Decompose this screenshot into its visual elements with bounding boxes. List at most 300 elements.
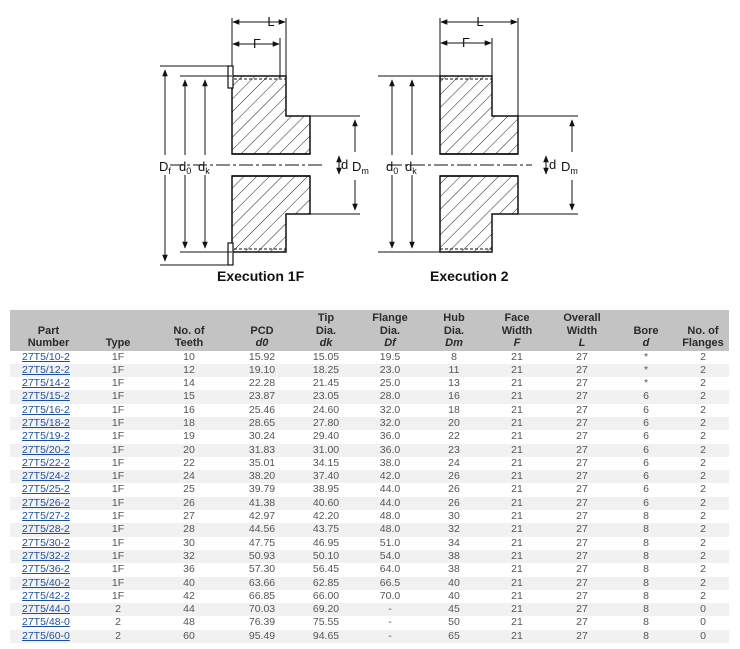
header-text: Teeth (174, 337, 204, 349)
cell-pcd: 25.46 (248, 403, 276, 416)
cell-no-of-teeth: 25 (183, 483, 195, 496)
cell-pcd: 66.85 (248, 589, 276, 602)
dim-f-label: F (253, 36, 261, 51)
cell-type: 1F (111, 536, 125, 549)
cell-hub-dia: 24 (448, 456, 460, 469)
dim-l-label: L (476, 14, 484, 29)
cell-overall-width: 27 (576, 589, 588, 602)
cell-flange-dia: 19.5 (379, 350, 401, 363)
cell-type: 1F (111, 377, 125, 390)
cell-pcd: 50.93 (229, 550, 295, 563)
flange-lower (228, 243, 233, 265)
part-number-cell (10, 457, 87, 470)
cell-face-width: 21 (511, 403, 523, 416)
part-number-cell (10, 497, 87, 510)
cell-flange-dia: - (357, 603, 423, 616)
part-number-cell (10, 523, 87, 536)
cell-flange-dia: 36.0 (357, 444, 423, 457)
cell-hub-dia: 38 (423, 550, 485, 563)
cell-flange-dia: 54.0 (357, 550, 423, 563)
part-number-cell (10, 351, 87, 364)
cell-no-of-teeth: 27 (183, 510, 195, 523)
cell-pcd: 63.66 (229, 577, 295, 590)
header-text: Type (105, 337, 131, 349)
cell-hub-dia: 8 (451, 350, 457, 363)
header-symbol: dk (319, 337, 333, 349)
table-row (10, 351, 729, 364)
cell-bore: * (643, 350, 649, 363)
cell-tip-dia: 40.60 (295, 497, 357, 510)
cell-type: 1F (111, 483, 125, 496)
col-header-part-number (10, 310, 87, 351)
table-row (10, 590, 729, 603)
part-number-link[interactable]: 27T5/30-2 (22, 536, 70, 549)
cell-tip-dia: 69.20 (295, 603, 357, 616)
cell-type: 1F (87, 417, 149, 430)
cell-tip-dia: 56.45 (312, 563, 340, 576)
cell-overall-width: 27 (576, 456, 588, 469)
cell-flange-dia: 42.0 (357, 470, 423, 483)
header-text: PCD (250, 324, 274, 337)
cell-no-of-teeth: 40 (149, 577, 229, 590)
cell-hub-dia: 18 (448, 403, 460, 416)
cell-bore: 8 (615, 577, 677, 590)
cell-overall-width: 27 (549, 417, 615, 430)
part-number-cell (10, 417, 87, 430)
cell-pcd: 76.39 (248, 616, 276, 629)
part-number-link[interactable]: 27T5/20-2 (22, 443, 70, 456)
cell-bore: * (615, 364, 677, 377)
cell-face-width: 21 (511, 589, 523, 602)
cell-flange-dia: 48.0 (357, 523, 423, 536)
cell-no-of-teeth: 24 (149, 470, 229, 483)
table-row (10, 430, 729, 443)
cell-face-width: 21 (485, 444, 549, 457)
cell-no-of-flanges: 2 (700, 350, 706, 363)
header-symbol: F (513, 337, 521, 349)
cell-flange-dia: 70.0 (379, 589, 401, 602)
cell-no-of-teeth: 36 (183, 563, 195, 576)
cell-bore: 6 (615, 417, 677, 430)
cell-no-of-teeth: 18 (149, 417, 229, 430)
execution-2-drawing (378, 14, 578, 252)
cell-type: 1F (111, 403, 125, 416)
cell-face-width: 21 (485, 390, 549, 403)
cell-hub-dia: 34 (448, 536, 460, 549)
cell-face-width: 21 (511, 483, 523, 496)
header-text: Hub (443, 312, 465, 324)
label-bore-d: d (341, 157, 349, 172)
cell-pcd: 57.30 (248, 563, 276, 576)
header-symbol: d0 (255, 337, 269, 349)
cell-type: 2 (115, 616, 121, 629)
cell-pcd: 44.56 (229, 523, 295, 536)
cell-type: 1F (87, 497, 149, 510)
cell-no-of-flanges: 0 (677, 603, 729, 616)
part-number-link[interactable]: 27T5/22-2 (22, 456, 70, 469)
part-number-cell (10, 404, 87, 417)
cell-tip-dia: 75.55 (312, 616, 340, 629)
cell-flange-dia: 66.5 (357, 577, 423, 590)
cell-overall-width: 27 (576, 563, 588, 576)
part-number-cell (10, 603, 87, 616)
cell-no-of-teeth: 42 (183, 589, 195, 602)
part-number-cell (10, 430, 87, 443)
header-text: Dia. (315, 324, 337, 337)
label-df: $D_f$ (159, 159, 171, 176)
cell-overall-width: 27 (549, 523, 615, 536)
part-number-link[interactable]: 27T5/12-2 (22, 363, 70, 376)
pulley-section-lower (232, 176, 310, 252)
header-text: Flange (372, 312, 408, 324)
cell-overall-width: 27 (549, 390, 615, 403)
cell-overall-width: 27 (576, 616, 588, 629)
cell-overall-width: 27 (549, 497, 615, 510)
table-row (10, 444, 729, 457)
table-row (10, 523, 729, 536)
part-number-cell (10, 630, 87, 643)
label-dk: $d_k$ (405, 159, 417, 176)
part-number-cell (10, 470, 87, 483)
cell-overall-width: 27 (576, 536, 588, 549)
cell-hub-dia: 16 (423, 390, 485, 403)
part-number-link[interactable]: 27T5/26-2 (22, 496, 70, 509)
header-text: No. of (173, 324, 205, 337)
cell-overall-width: 27 (576, 377, 588, 390)
part-number-link[interactable]: 27T5/42-2 (22, 589, 70, 602)
table-row (10, 483, 729, 496)
part-number-cell (10, 537, 87, 550)
part-number-link[interactable]: 27T5/15-2 (22, 390, 70, 403)
part-number-link[interactable]: 27T5/28-2 (22, 523, 70, 536)
part-number-link[interactable]: 27T5/44-0 (22, 603, 70, 616)
cell-type: 1F (87, 390, 149, 403)
cell-overall-width: 27 (576, 510, 588, 523)
part-number-link[interactable]: 27T5/10-2 (22, 350, 70, 363)
cell-no-of-flanges: 2 (677, 417, 729, 430)
cell-no-of-teeth: 60 (149, 630, 229, 643)
cell-hub-dia: 11 (423, 364, 485, 377)
cell-bore: 8 (643, 616, 649, 629)
label-d0: $d_0$ (386, 159, 399, 176)
part-number-cell (10, 390, 87, 403)
table-row (10, 616, 729, 629)
header-text: Width (566, 324, 598, 337)
cell-flange-dia: 25.0 (379, 377, 401, 390)
cell-bore: 8 (643, 589, 649, 602)
table-row (10, 603, 729, 616)
label-dm: $D_m$ (561, 159, 578, 176)
cell-type: 1F (111, 589, 125, 602)
cell-overall-width: 27 (549, 470, 615, 483)
cell-hub-dia: 45 (423, 603, 485, 616)
pulley-section-upper (440, 76, 518, 154)
col-header-no-of-teeth (149, 310, 229, 351)
cell-face-width: 21 (511, 456, 523, 469)
header-text: Bore (633, 324, 659, 337)
table-row (10, 563, 729, 576)
cell-no-of-teeth: 20 (149, 444, 229, 457)
cell-tip-dia: 50.10 (295, 550, 357, 563)
cell-hub-dia: 38 (448, 563, 460, 576)
part-number-link[interactable]: 27T5/36-2 (22, 563, 70, 576)
cell-hub-dia: 40 (448, 589, 460, 602)
table-row (10, 470, 729, 483)
part-number-link[interactable]: 27T5/32-2 (22, 549, 70, 562)
header-symbol: Dm (445, 337, 463, 349)
cell-hub-dia: 23 (423, 444, 485, 457)
part-number-cell (10, 377, 87, 390)
table-row (10, 377, 729, 390)
part-number-link[interactable]: 27T5/14-2 (22, 377, 70, 390)
cell-overall-width: 27 (549, 444, 615, 457)
cell-face-width: 21 (485, 470, 549, 483)
label-dk: $d_k$ (198, 159, 210, 176)
cell-type: 2 (87, 603, 149, 616)
part-number-link[interactable]: 27T5/27-2 (22, 510, 70, 523)
cell-type: 1F (87, 523, 149, 536)
cell-type: 1F (87, 444, 149, 457)
cell-no-of-flanges: 2 (677, 364, 729, 377)
cell-flange-dia: 44.0 (379, 483, 401, 496)
cell-no-of-flanges: 2 (677, 523, 729, 536)
cell-type: 1F (111, 430, 125, 443)
table-row (10, 550, 729, 563)
table-body (10, 351, 729, 644)
cell-face-width: 21 (511, 616, 523, 629)
pulley-section-lower (440, 176, 518, 252)
cell-bore: 6 (615, 444, 677, 457)
part-number-link[interactable]: 27T5/25-2 (22, 483, 70, 496)
col-header-flange-dia (357, 310, 423, 351)
cell-pcd: 95.49 (229, 630, 295, 643)
header-text: Dia. (379, 324, 401, 337)
cell-no-of-flanges: 2 (700, 536, 706, 549)
cell-overall-width: 27 (549, 550, 615, 563)
part-number-cell (10, 590, 87, 603)
execution-2-caption: Execution 2 (430, 268, 509, 284)
col-header-no-of-flanges (677, 310, 729, 351)
cell-no-of-flanges: 2 (677, 577, 729, 590)
cell-pcd: 28.65 (229, 417, 295, 430)
cell-no-of-flanges: 0 (700, 616, 706, 629)
cell-flange-dia: - (357, 630, 423, 643)
cell-bore: 6 (615, 497, 677, 510)
cell-pcd: 35.01 (248, 456, 276, 469)
cell-no-of-teeth: 26 (149, 497, 229, 510)
dim-l-label: L (267, 14, 275, 29)
table-row (10, 510, 729, 523)
cell-tip-dia: 66.00 (312, 589, 340, 602)
col-header-bore (615, 310, 677, 351)
cell-face-width: 21 (485, 550, 549, 563)
part-number-link[interactable]: 27T5/19-2 (22, 430, 70, 443)
cell-flange-dia: - (388, 616, 392, 629)
part-number-link[interactable]: 27T5/16-2 (22, 403, 70, 416)
cell-tip-dia: 62.85 (295, 577, 357, 590)
cell-pcd: 41.38 (229, 497, 295, 510)
part-number-link[interactable]: 27T5/48-0 (22, 616, 70, 629)
cell-pcd: 31.83 (229, 444, 295, 457)
part-number-link[interactable]: 27T5/40-2 (22, 576, 70, 589)
cell-face-width: 21 (485, 603, 549, 616)
spec-table (10, 310, 729, 643)
dim-f-label: F (462, 35, 470, 50)
header-text: Dia. (443, 324, 465, 337)
cell-no-of-flanges: 2 (700, 456, 706, 469)
cell-bore: 8 (643, 563, 649, 576)
cell-no-of-teeth: 30 (183, 536, 195, 549)
cell-tip-dia: 37.40 (295, 470, 357, 483)
cell-flange-dia: 51.0 (379, 536, 401, 549)
cell-overall-width: 27 (549, 603, 615, 616)
cell-no-of-flanges: 2 (700, 589, 706, 602)
cell-tip-dia: 34.15 (312, 456, 340, 469)
cell-tip-dia: 46.95 (312, 536, 340, 549)
cell-flange-dia: 28.0 (357, 390, 423, 403)
cell-face-width: 21 (485, 630, 549, 643)
cell-pcd: 42.97 (248, 510, 276, 523)
cell-tip-dia: 94.65 (295, 630, 357, 643)
cell-no-of-teeth: 10 (183, 350, 195, 363)
cell-bore: 8 (643, 536, 649, 549)
cell-no-of-flanges: 2 (677, 550, 729, 563)
cell-bore: 8 (615, 603, 677, 616)
cell-pcd: 30.24 (248, 430, 276, 443)
table-row (10, 404, 729, 417)
part-number-cell (10, 616, 87, 629)
col-header-face-width (485, 310, 549, 351)
cell-face-width: 21 (511, 510, 523, 523)
cell-bore: 6 (643, 456, 649, 469)
cell-type: 1F (111, 510, 125, 523)
cell-no-of-teeth: 48 (183, 616, 195, 629)
cell-no-of-flanges: 2 (700, 403, 706, 416)
cell-flange-dia: 36.0 (379, 430, 401, 443)
execution-1f-caption: Execution 1F (217, 268, 305, 284)
part-number-link[interactable]: 27T5/60-0 (22, 629, 70, 642)
cell-bore: 6 (615, 390, 677, 403)
cell-no-of-flanges: 2 (677, 470, 729, 483)
cell-hub-dia: 32 (423, 523, 485, 536)
flange-upper (228, 66, 233, 88)
cell-pcd: 19.10 (229, 364, 295, 377)
cell-hub-dia: 30 (448, 510, 460, 523)
cell-no-of-teeth: 22 (183, 456, 195, 469)
cell-tip-dia: 43.75 (295, 523, 357, 536)
cell-face-width: 21 (511, 350, 523, 363)
cell-no-of-teeth: 14 (183, 377, 195, 390)
cell-face-width: 21 (511, 563, 523, 576)
cell-overall-width: 27 (576, 403, 588, 416)
header-text: No. of (687, 324, 719, 337)
cell-type: 1F (87, 550, 149, 563)
label-d0: $d_0$ (179, 159, 192, 176)
table-row (10, 630, 729, 643)
cell-tip-dia: 38.95 (312, 483, 340, 496)
cell-face-width: 21 (485, 523, 549, 536)
cell-bore: 6 (643, 430, 649, 443)
cell-overall-width: 27 (576, 430, 588, 443)
part-number-cell (10, 364, 87, 377)
cell-type: 1F (111, 350, 125, 363)
part-number-cell (10, 510, 87, 523)
table-row (10, 364, 729, 377)
cell-hub-dia: 65 (423, 630, 485, 643)
cell-type: 1F (87, 577, 149, 590)
cell-no-of-flanges: 2 (677, 497, 729, 510)
cell-hub-dia: 26 (423, 470, 485, 483)
cell-no-of-flanges: 2 (700, 483, 706, 496)
cell-no-of-teeth: 16 (183, 403, 195, 416)
part-number-link[interactable]: 27T5/24-2 (22, 470, 70, 483)
cell-bore: * (643, 377, 649, 390)
cell-face-width: 21 (485, 497, 549, 510)
cell-pcd: 70.03 (229, 603, 295, 616)
cell-bore: 8 (615, 523, 677, 536)
execution-1f-drawing (159, 14, 369, 265)
cell-face-width: 21 (511, 430, 523, 443)
col-header-pcd (229, 310, 295, 351)
cell-no-of-flanges: 2 (700, 430, 706, 443)
cell-overall-width: 27 (576, 350, 588, 363)
cell-pcd: 23.87 (229, 390, 295, 403)
cell-hub-dia: 22 (448, 430, 460, 443)
cell-tip-dia: 18.25 (295, 364, 357, 377)
header-text: Tip (317, 312, 335, 324)
cell-no-of-flanges: 2 (700, 377, 706, 390)
cell-type: 1F (87, 364, 149, 377)
cell-pcd: 39.79 (248, 483, 276, 496)
cell-face-width: 21 (511, 536, 523, 549)
part-number-cell (10, 483, 87, 496)
cell-no-of-teeth: 28 (149, 523, 229, 536)
technical-drawing (0, 0, 740, 300)
part-number-cell (10, 444, 87, 457)
col-header-tip-dia (295, 310, 357, 351)
col-header-overall-width (549, 310, 615, 351)
cell-flange-dia: 23.0 (357, 364, 423, 377)
table-row (10, 577, 729, 590)
col-header-hub-dia (423, 310, 485, 351)
cell-flange-dia: 48.0 (379, 510, 401, 523)
header-symbol: L (578, 337, 586, 349)
header-symbol: Df (384, 337, 396, 349)
cell-bore: 6 (643, 483, 649, 496)
part-number-link[interactable]: 27T5/18-2 (22, 416, 70, 429)
cell-hub-dia: 13 (448, 377, 460, 390)
part-number-cell (10, 550, 87, 563)
header-symbol: d (642, 337, 650, 349)
cell-pcd: 22.28 (248, 377, 276, 390)
cell-flange-dia: 44.0 (357, 497, 423, 510)
cell-tip-dia: 24.60 (312, 403, 340, 416)
cell-no-of-teeth: 15 (149, 390, 229, 403)
cell-hub-dia: 20 (423, 417, 485, 430)
cell-bore: 8 (615, 550, 677, 563)
cell-type: 2 (87, 630, 149, 643)
cell-face-width: 21 (485, 417, 549, 430)
cell-flange-dia: 38.0 (379, 456, 401, 469)
cell-pcd: 38.20 (229, 470, 295, 483)
cell-flange-dia: 32.0 (379, 403, 401, 416)
header-text: Part (37, 324, 60, 337)
cell-no-of-flanges: 2 (700, 510, 706, 523)
table-row (10, 390, 729, 403)
header-text: Flanges (682, 337, 724, 349)
cell-face-width: 21 (485, 364, 549, 377)
cell-no-of-flanges: 0 (677, 630, 729, 643)
